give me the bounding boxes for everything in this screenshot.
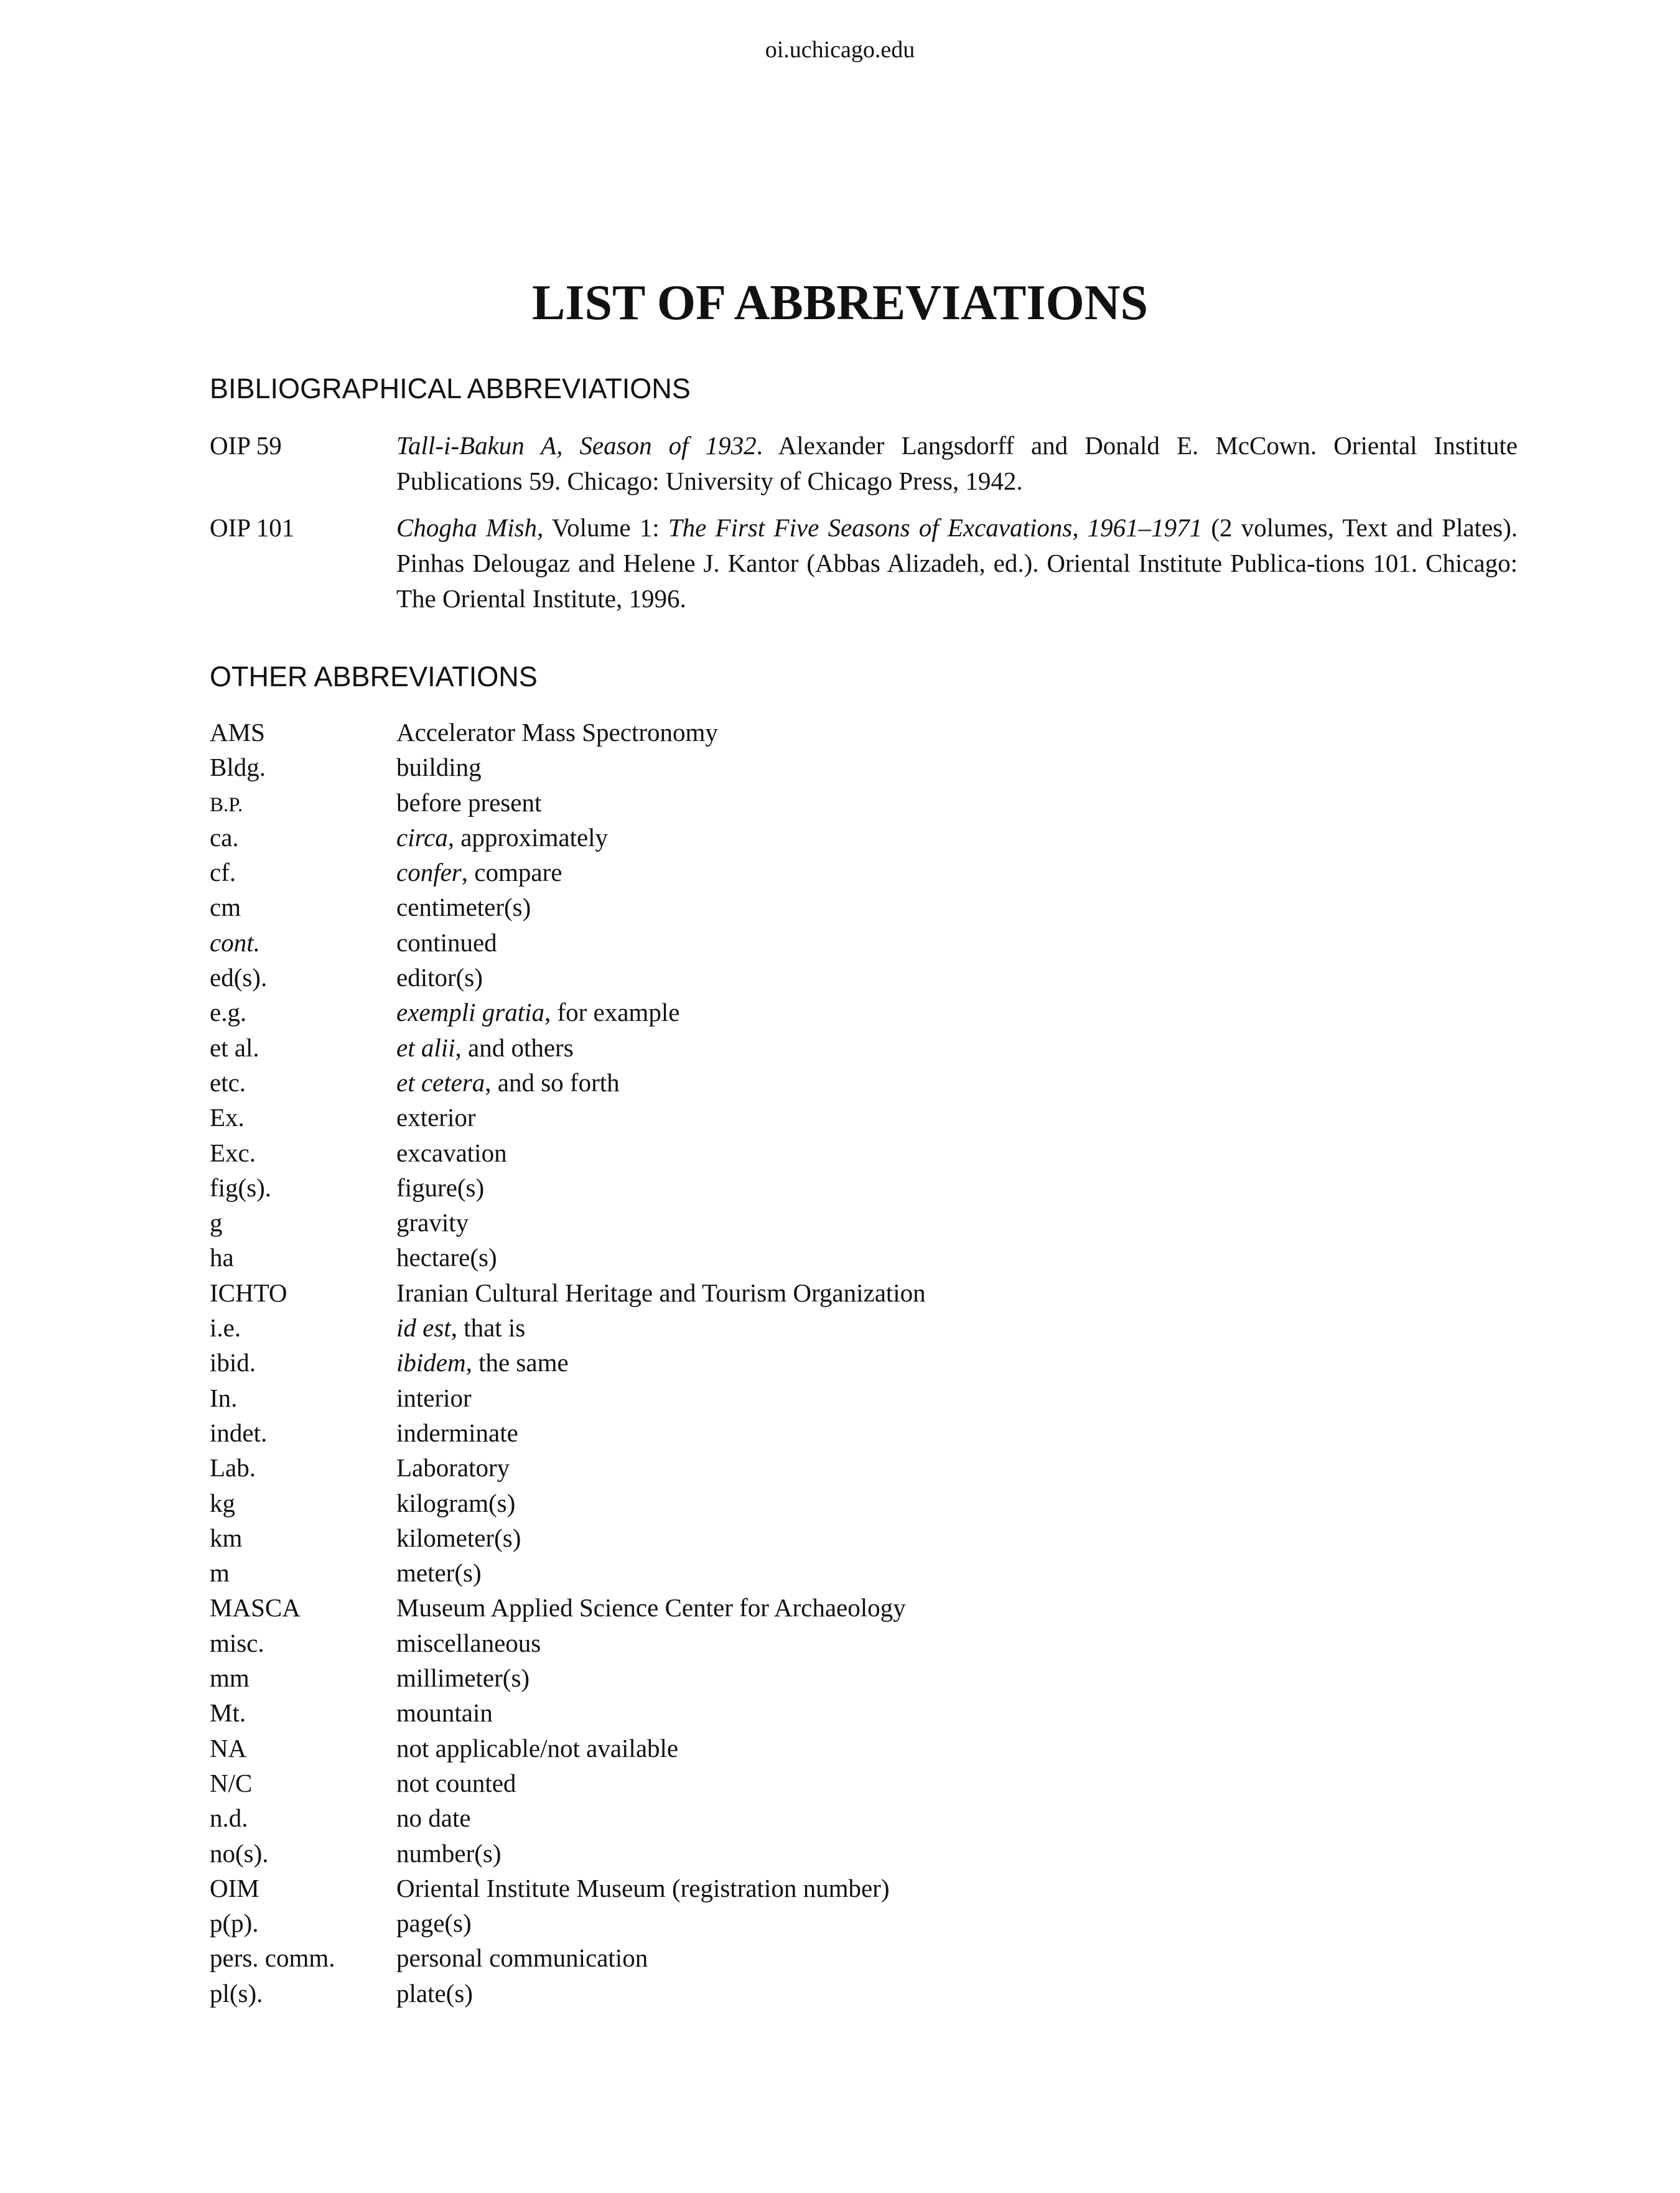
list-item (210, 855, 1518, 890)
abbreviation-definition (396, 1766, 1518, 1800)
abbreviation-term (210, 1100, 396, 1135)
abbreviation-definition (396, 1800, 1518, 1835)
definition-text: inderminate (396, 1418, 518, 1447)
list-item (210, 960, 1518, 995)
abbreviation-definition (396, 1135, 1518, 1170)
abbreviation-definition (396, 715, 1518, 750)
abbreviation-term-text: pers. comm. (210, 1944, 335, 1973)
abbreviation-definition (396, 1555, 1518, 1590)
abbreviation-definition (396, 1871, 1518, 1906)
definition-text: gravity (396, 1208, 469, 1237)
abbreviation-definition (396, 960, 1518, 995)
definition-text: page(s) (396, 1909, 472, 1938)
definition-text: Laboratory (396, 1453, 510, 1483)
abbreviation-definition (396, 1450, 1518, 1485)
abbreviation-term (210, 1800, 396, 1835)
definition-text: number(s) (396, 1838, 502, 1868)
abbreviation-term-text: ca. (210, 822, 239, 852)
definition-text: Iranian Cultural Heritage and Tourism Organization (396, 1278, 926, 1307)
definition-text: , for example (544, 998, 680, 1027)
abbreviation-term (210, 925, 396, 960)
list-item (210, 1590, 1518, 1625)
abbreviation-term (210, 1731, 396, 1766)
bibliographical-heading: BIBLIOGRAPHICAL ABBREVIATIONS (210, 373, 691, 404)
abbreviation-definition (396, 1170, 1518, 1205)
definition-text: personal communication (396, 1944, 648, 1973)
abbreviation-term (210, 715, 396, 750)
abbreviation-term (210, 1345, 396, 1380)
definition-text: millimeter(s) (396, 1664, 530, 1693)
abbreviation-term-text: cf. (210, 858, 236, 887)
abbreviation-term (210, 1030, 396, 1065)
abbreviation-term-text: Lab. (210, 1453, 256, 1483)
definition-text: continued (396, 928, 497, 957)
abbreviation-list (210, 715, 1518, 2011)
abbreviation-definition (396, 1065, 1518, 1100)
biblio-details: (2 volumes, Text and Plates). Pinhas Delougaz and Helene J. Kantor (Abbas Alizadeh, ed.). Oriental Institute Publica-tions 101. Chicago: The Oriental Institute, 1996. (396, 513, 1518, 613)
abbreviation-term-text: In. (210, 1383, 238, 1412)
abbreviation-definition (396, 1906, 1518, 1940)
definition-text: editor(s) (396, 963, 483, 992)
abbreviation-definition (396, 1520, 1518, 1555)
list-item (210, 1205, 1518, 1240)
abbreviation-term (210, 1135, 396, 1170)
abbreviation-definition (396, 1836, 1518, 1871)
list-item (210, 750, 1518, 785)
biblio-title: Chogha Mish, (396, 513, 544, 542)
abbreviation-term-text: OIM (210, 1873, 259, 1902)
definition-text: , and others (455, 1033, 574, 1062)
abbreviation-term (210, 1275, 396, 1310)
definition-text: hectare(s) (396, 1243, 497, 1272)
list-item (210, 1871, 1518, 1906)
abbreviation-definition (396, 1381, 1518, 1415)
definition-text: Oriental Institute Museum (registration number) (396, 1873, 890, 1902)
definition-text: figure(s) (396, 1173, 485, 1202)
list-item (210, 1836, 1518, 1871)
abbreviation-definition (396, 855, 1518, 890)
list-item (210, 1100, 1518, 1135)
list-item (210, 995, 1518, 1030)
list-item (210, 1030, 1518, 1065)
abbreviation-definition (396, 1205, 1518, 1240)
abbreviation-definition (396, 1976, 1518, 2011)
abbreviation-term (210, 1660, 396, 1695)
list-item (210, 890, 1518, 924)
abbreviation-term-text: ed(s). (210, 963, 268, 992)
biblio-abbr: OIP 59 (210, 431, 282, 460)
abbreviation-term (210, 1486, 396, 1520)
abbreviation-term-text: Exc. (210, 1138, 256, 1167)
abbreviation-definition (396, 1310, 1518, 1345)
abbreviation-definition (396, 890, 1518, 924)
other-abbreviations-heading: OTHER ABBREVIATIONS (210, 661, 538, 692)
abbreviation-term (210, 1065, 396, 1100)
definition-text: mountain (396, 1698, 493, 1728)
abbreviation-definition (396, 1275, 1518, 1310)
abbreviation-term-text: mm (210, 1664, 250, 1693)
abbreviation-term (210, 1170, 396, 1205)
abbreviation-term (210, 1626, 396, 1660)
abbreviation-definition (396, 1345, 1518, 1380)
list-item (210, 785, 1518, 820)
abbreviation-term (210, 1415, 396, 1450)
definition-text: not applicable/not available (396, 1733, 679, 1762)
abbreviation-definition (396, 1100, 1518, 1135)
abbreviation-term-text: indet. (210, 1418, 268, 1447)
abbreviation-term-text: n.d. (210, 1804, 248, 1833)
list-item (210, 1381, 1518, 1415)
list-item (210, 1976, 1518, 2011)
list-item (210, 1415, 1518, 1450)
definition-text: no date (396, 1804, 471, 1833)
abbreviation-term-text: NA (210, 1733, 247, 1762)
abbreviation-term-italic: cont. (210, 928, 260, 957)
bibliographical-list (210, 428, 1518, 628)
definition-italic: confer (396, 858, 462, 887)
abbreviation-term (210, 1976, 396, 2011)
list-item (210, 1345, 1518, 1380)
definition-italic: ibidem (396, 1348, 466, 1377)
abbreviation-term (210, 890, 396, 924)
definition-italic: exempli gratia (396, 998, 544, 1027)
abbreviation-term-text: fig(s). (210, 1173, 272, 1202)
abbreviation-term (210, 1590, 396, 1625)
abbreviation-term (210, 1310, 396, 1345)
abbreviation-definition (396, 1731, 1518, 1766)
abbreviation-term (210, 1381, 396, 1415)
definition-text: kilometer(s) (396, 1523, 521, 1552)
biblio-description (396, 428, 1518, 499)
abbreviation-definition (396, 1626, 1518, 1660)
header-url: oi.uchicago.edu (765, 37, 915, 63)
definition-text: kilogram(s) (396, 1488, 516, 1517)
abbreviation-definition (396, 1415, 1518, 1450)
abbreviation-term-text: km (210, 1523, 243, 1552)
abbreviation-term-text: i.e. (210, 1313, 241, 1343)
list-item (210, 1626, 1518, 1660)
abbreviation-definition (396, 995, 1518, 1030)
list-item (210, 925, 1518, 960)
list-item (210, 1240, 1518, 1275)
list-item (210, 1520, 1518, 1555)
abbreviation-term-text: AMS (210, 718, 265, 747)
abbreviation-term-text: g (210, 1208, 223, 1237)
definition-italic: et cetera (396, 1068, 485, 1097)
abbreviation-term-text: pl(s). (210, 1978, 263, 2008)
definition-text: not counted (396, 1768, 516, 1797)
abbreviation-term (210, 785, 396, 820)
abbreviation-term (210, 1906, 396, 1940)
abbreviation-term (210, 1695, 396, 1730)
list-item (210, 1135, 1518, 1170)
definition-text: excavation (396, 1138, 507, 1167)
biblio-entry-oip-101 (210, 510, 1518, 617)
list-item (210, 1660, 1518, 1695)
abbreviation-term (210, 855, 396, 890)
list-item (210, 1766, 1518, 1800)
definition-text: before present (396, 788, 542, 817)
list-item (210, 1310, 1518, 1345)
list-item (210, 1800, 1518, 1835)
abbreviation-term (210, 995, 396, 1030)
biblio-details: . Alexander Langsdorff and Donald E. McCown. Oriental Institute Publications 59. Chicago: University of Chicago Press, 1942. (396, 431, 1518, 495)
definition-text: plate(s) (396, 1978, 473, 2008)
definition-text: , that is (450, 1313, 526, 1343)
definition-italic: circa, (396, 822, 454, 852)
abbreviation-definition (396, 925, 1518, 960)
abbreviation-term-text: et al. (210, 1033, 259, 1062)
abbreviation-term (210, 1520, 396, 1555)
list-item (210, 1450, 1518, 1485)
list-item (210, 1555, 1518, 1590)
abbreviation-term-text: misc. (210, 1628, 264, 1657)
list-item (210, 1731, 1518, 1766)
abbreviation-term-text: ibid. (210, 1348, 256, 1377)
abbreviation-definition (396, 1486, 1518, 1520)
definition-text: , and so forth (485, 1068, 620, 1097)
abbreviation-term (210, 1871, 396, 1906)
abbreviation-term-text: N/C (210, 1768, 253, 1797)
abbreviation-term (210, 1205, 396, 1240)
biblio-title: Tall-i-Bakun A, Season of 1932 (396, 431, 757, 460)
abbreviation-definition (396, 1940, 1518, 1975)
definition-text: interior (396, 1383, 472, 1412)
abbreviation-definition (396, 1590, 1518, 1625)
list-item (210, 715, 1518, 750)
abbreviation-term-text: Bldg. (210, 753, 266, 782)
abbreviation-term (210, 750, 396, 785)
definition-italic: id est (396, 1313, 451, 1343)
biblio-abbr: OIP 101 (210, 513, 295, 542)
abbreviation-term-text: Ex. (210, 1103, 245, 1132)
abbreviation-definition (396, 750, 1518, 785)
definition-text: Accelerator Mass Spectronomy (396, 718, 718, 747)
abbreviation-term-text: ha (210, 1243, 234, 1272)
abbreviation-term (210, 1836, 396, 1871)
list-item (210, 1170, 1518, 1205)
definition-text: miscellaneous (396, 1628, 541, 1657)
abbreviation-term (210, 1555, 396, 1590)
abbreviation-term (210, 1240, 396, 1275)
abbreviation-term (210, 1766, 396, 1800)
list-item (210, 1486, 1518, 1520)
abbreviation-term-text: cm (210, 893, 241, 922)
abbreviation-term-text: MASCA (210, 1593, 301, 1623)
definition-text: exterior (396, 1103, 476, 1132)
list-item (210, 1906, 1518, 1940)
definition-text: Museum Applied Science Center for Archaeology (396, 1593, 906, 1623)
definition-text: building (396, 753, 482, 782)
definition-text: , compare (461, 858, 562, 887)
abbreviation-term-text: m (210, 1558, 230, 1588)
list-item (210, 1695, 1518, 1730)
abbreviation-term-text: no(s). (210, 1838, 269, 1868)
abbreviation-definition (396, 820, 1518, 855)
abbreviation-term-text: p(p). (210, 1909, 259, 1938)
biblio-volume: Volume 1: (543, 513, 668, 542)
list-item (210, 1940, 1518, 1975)
abbreviation-term-text: ICHTO (210, 1278, 287, 1307)
definition-text: centimeter(s) (396, 893, 531, 922)
abbreviation-term (210, 820, 396, 855)
page-title: LIST OF ABBREVIATIONS (532, 276, 1148, 330)
biblio-description (396, 510, 1518, 617)
abbreviation-term-text: B.P. (210, 793, 243, 816)
abbreviation-term-text: Mt. (210, 1698, 246, 1728)
abbreviation-definition (396, 1030, 1518, 1065)
abbreviation-term-text: kg (210, 1488, 235, 1517)
definition-text: approximately (454, 822, 609, 852)
abbreviation-definition (396, 785, 1518, 820)
list-item (210, 820, 1518, 855)
biblio-entry-oip-59 (210, 428, 1518, 499)
abbreviation-term (210, 960, 396, 995)
list-item (210, 1275, 1518, 1310)
abbreviation-term-text: e.g. (210, 998, 247, 1027)
definition-text: , the same (465, 1348, 569, 1377)
abbreviation-term-text: etc. (210, 1068, 246, 1097)
abbreviation-term (210, 1940, 396, 1975)
list-item (210, 1065, 1518, 1100)
abbreviation-term (210, 1450, 396, 1485)
abbreviation-definition (396, 1660, 1518, 1695)
abbreviation-definition (396, 1695, 1518, 1730)
abbreviation-definition (396, 1240, 1518, 1275)
definition-text: meter(s) (396, 1558, 482, 1588)
biblio-subtitle: The First Five Seasons of Excavations, 1961–1971 (668, 513, 1203, 542)
definition-italic: et alii (396, 1033, 455, 1062)
